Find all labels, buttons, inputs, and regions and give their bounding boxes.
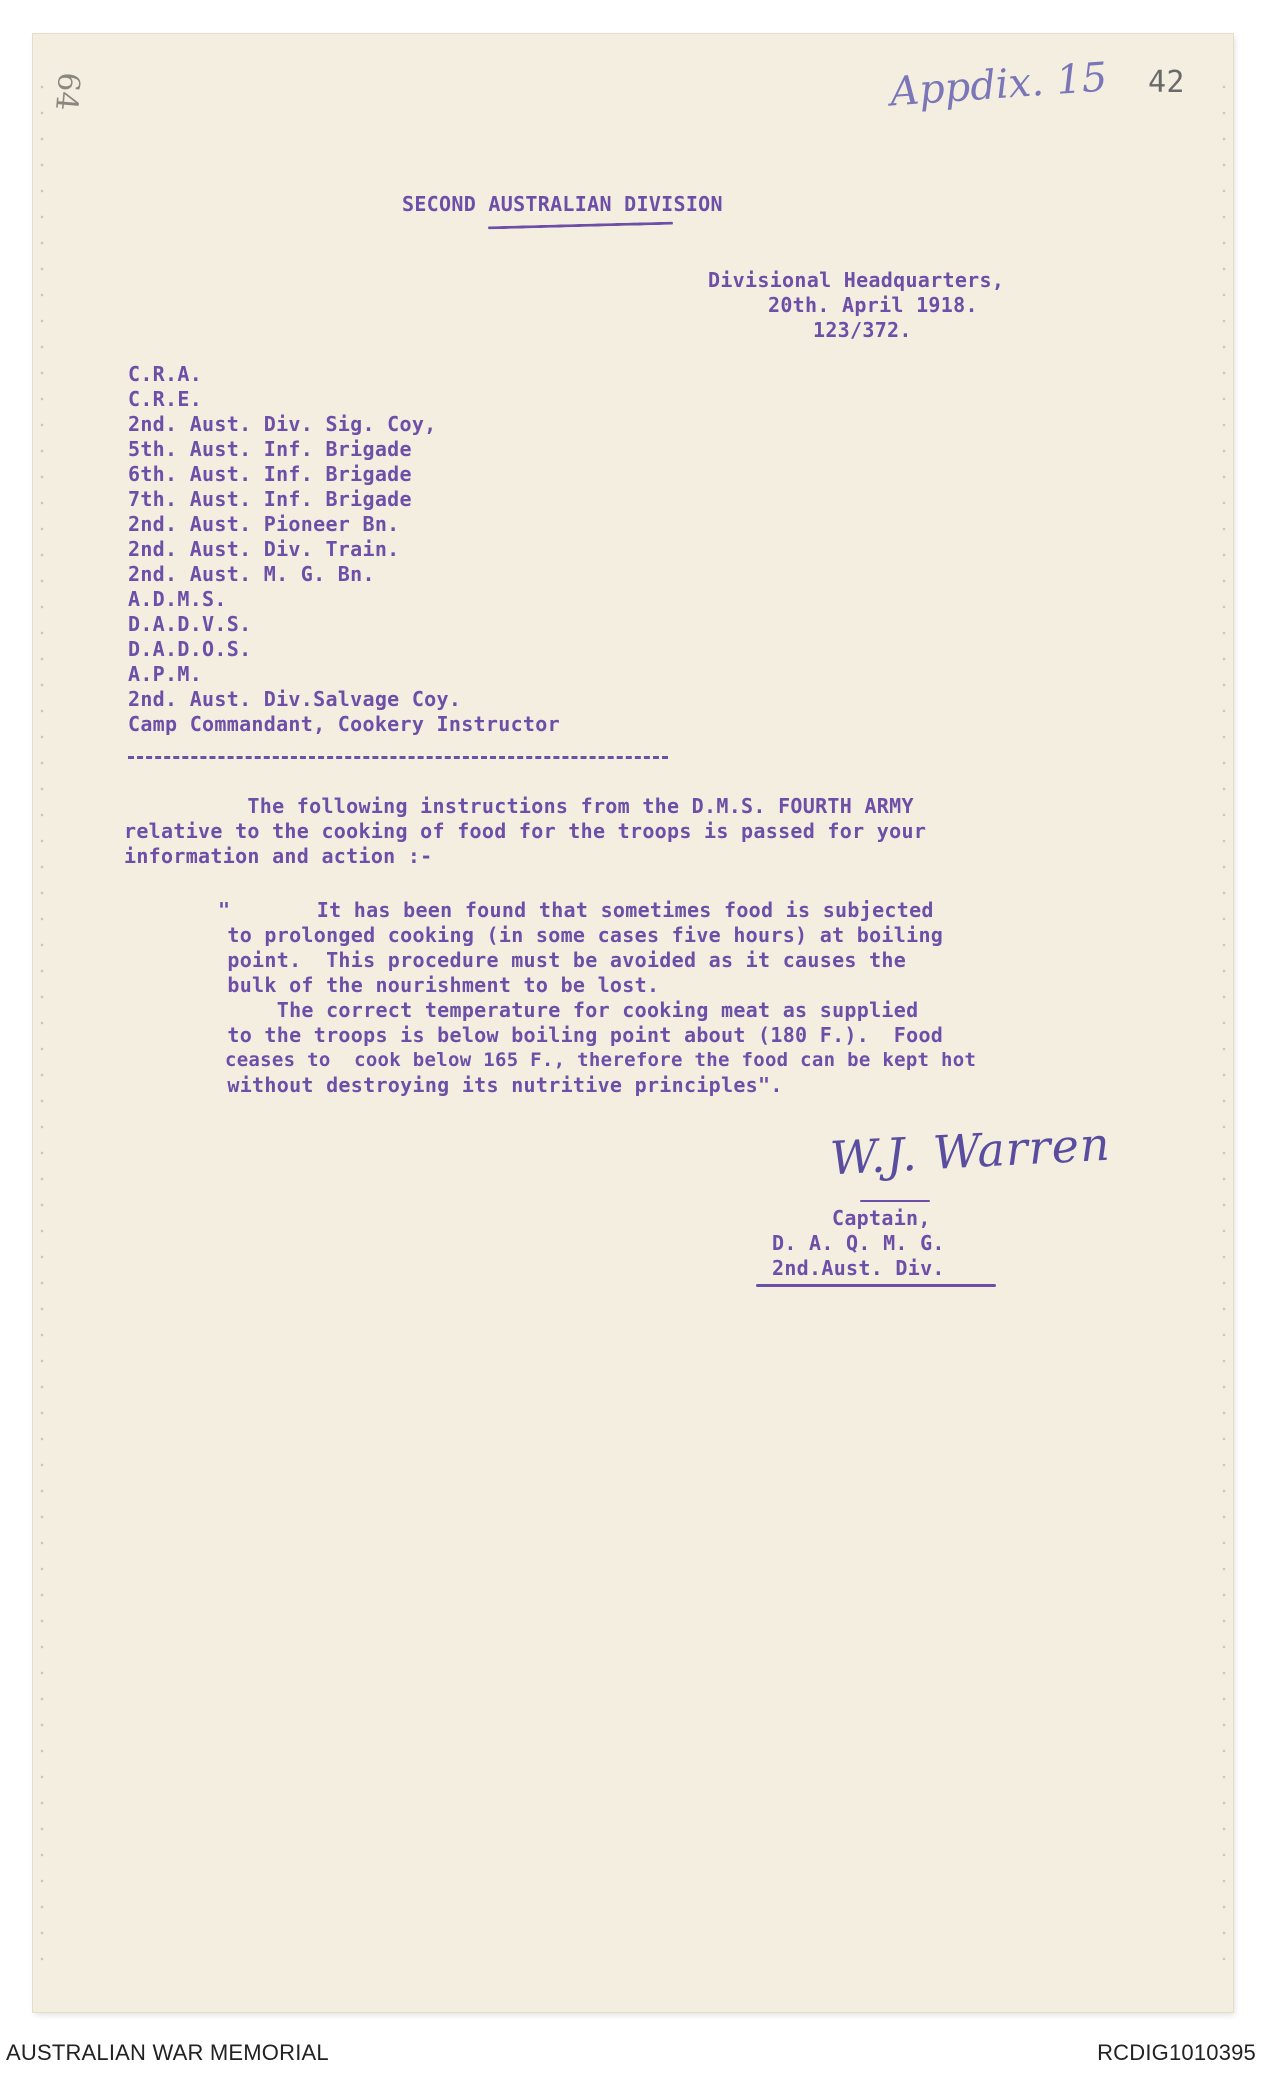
addressee-item: C.R.A. bbox=[128, 362, 203, 386]
footer-institution: AUSTRALIAN WAR MEMORIAL bbox=[6, 2040, 329, 2065]
folio-number-right: 42 bbox=[1148, 65, 1185, 100]
quote-line: to prolonged cooking (in some cases five hours) at boiling bbox=[178, 923, 944, 947]
right-edge-perforation bbox=[1221, 74, 1227, 1972]
signature-title: 2nd.Aust. Div. bbox=[772, 1256, 945, 1280]
intro-line: The following instructions from the D.M.S. FOURTH ARMY bbox=[124, 794, 914, 818]
addressee-item: 2nd. Aust. Div. Train. bbox=[128, 537, 400, 561]
quote-line: ceases to cook below 165 F., therefore the food can be kept hot bbox=[178, 1049, 977, 1071]
addressee-item: 6th. Aust. Inf. Brigade bbox=[128, 462, 412, 486]
addressee-divider bbox=[128, 756, 668, 759]
document-heading: SECOND AUSTRALIAN DIVISION bbox=[402, 192, 723, 216]
quote-line: to the troops is below boiling point about (180 F.). Food bbox=[178, 1023, 944, 1047]
quote-line: without destroying its nutritive principles". bbox=[178, 1073, 783, 1097]
addressee-item: A.P.M. bbox=[128, 662, 203, 686]
quote-line: The correct temperature for cooking meat as supplied bbox=[178, 998, 919, 1022]
quote-line: point. This procedure must be avoided as it causes the bbox=[178, 948, 907, 972]
from-line: Divisional Headquarters, bbox=[708, 268, 1005, 292]
quote-line: " It has been found that sometimes food is subjected bbox=[218, 898, 934, 922]
addressee-item: 5th. Aust. Inf. Brigade bbox=[128, 437, 412, 461]
addressee-item: D.A.D.O.S. bbox=[128, 637, 252, 661]
signature-title: Captain, bbox=[832, 1206, 931, 1230]
addressee-item: A.D.M.S. bbox=[128, 587, 227, 611]
signature-underline bbox=[756, 1284, 996, 1287]
signature-title: D. A. Q. M. G. bbox=[772, 1231, 945, 1255]
addressee-item: Camp Commandant, Cookery Instructor bbox=[128, 712, 560, 736]
addressee-item: 2nd. Aust. Pioneer Bn. bbox=[128, 512, 400, 536]
addressee-item: C.R.E. bbox=[128, 387, 203, 411]
from-line: 20th. April 1918. bbox=[768, 293, 978, 317]
appendix-mark: Appdix. 15 bbox=[888, 54, 1109, 116]
handwritten-signature: W.J. Warren bbox=[828, 1116, 1112, 1186]
addressee-item: 2nd. Aust. M. G. Bn. bbox=[128, 562, 375, 586]
from-line: 123/372. bbox=[813, 318, 912, 342]
addressee-item: 2nd. Aust. Div.Salvage Coy. bbox=[128, 687, 462, 711]
quote-line: bulk of the nourishment to be lost. bbox=[178, 973, 660, 997]
addressee-item: 7th. Aust. Inf. Brigade bbox=[128, 487, 412, 511]
intro-line: information and action :- bbox=[124, 844, 433, 868]
addressee-item: 2nd. Aust. Div. Sig. Coy, bbox=[128, 412, 437, 436]
left-edge-perforation bbox=[39, 74, 45, 1972]
signature-flourish bbox=[860, 1200, 930, 1202]
folio-number-left: 64 bbox=[47, 70, 87, 113]
intro-line: relative to the cooking of food for the troops is passed for your bbox=[124, 819, 927, 843]
footer-reference-id: RCDIG1010395 bbox=[1097, 2040, 1256, 2065]
addressee-item: D.A.D.V.S. bbox=[128, 612, 252, 636]
